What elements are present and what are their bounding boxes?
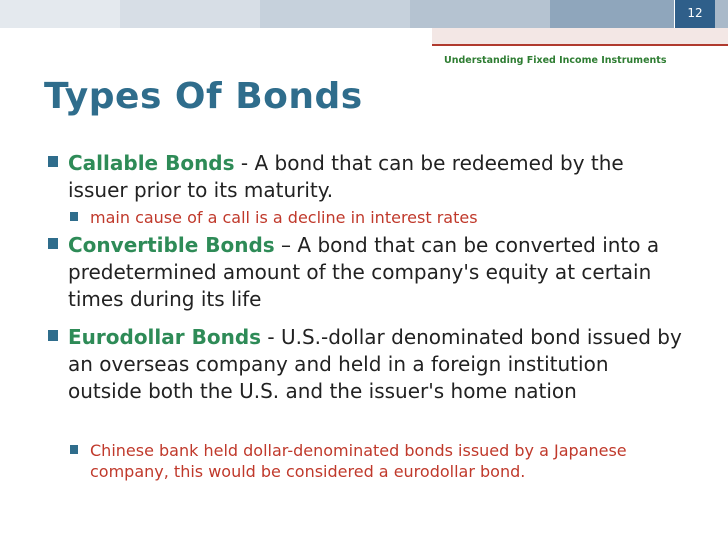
band-segment [120,0,260,28]
top-band [0,0,728,28]
sub-bullet-item [70,440,680,482]
band-segment [410,0,550,28]
bond-definition: A bond that can be converted into a predetermined amount of the company's equity at certain times during its life [68,233,660,311]
page-number: 12 [687,6,703,20]
bullet-marker [48,330,58,341]
bond-definition: A bond that can be redeemed by the issuer prior to its maturity. [68,151,624,202]
bullet-item [48,324,683,405]
bullet-marker [48,156,58,167]
slide-title: Types Of Bonds [44,76,363,117]
sub-bullet-text: Chinese bank held dollar-denominated bonds issued by a Japanese company, this would be considered a eurodollar bond. [90,441,627,481]
bond-term: Callable Bonds [68,151,235,175]
page-number-box [674,0,715,28]
term-separator: - [234,151,255,175]
running-header-background [432,28,728,44]
term-separator: – [274,233,298,257]
running-header: Understanding Fixed Income Instruments [444,55,667,66]
band-segment [260,0,410,28]
running-header-rule [432,44,728,46]
band-end-strip [715,0,728,28]
bullet-marker [48,238,58,249]
bullet-item [48,150,683,204]
bond-definition: U.S.-dollar denominated bond issued by an overseas company and held in a foreign institution outside both the U.S. and the issuer's home nation [68,325,682,403]
bond-term: Convertible Bonds [68,233,275,257]
bullet-text [68,150,683,204]
band-segment [0,0,120,28]
bond-term: Eurodollar Bonds [68,325,262,349]
bullet-text [68,324,683,405]
bullet-text [68,232,683,313]
band-segment [550,0,674,28]
sub-bullet-text: main cause of a call is a decline in interest rates [90,208,478,227]
bullet-item [48,232,683,313]
sub-bullet-marker [70,212,78,221]
sub-bullet-marker [70,445,78,454]
sub-bullet-item [70,207,680,228]
term-separator: - [261,325,281,349]
